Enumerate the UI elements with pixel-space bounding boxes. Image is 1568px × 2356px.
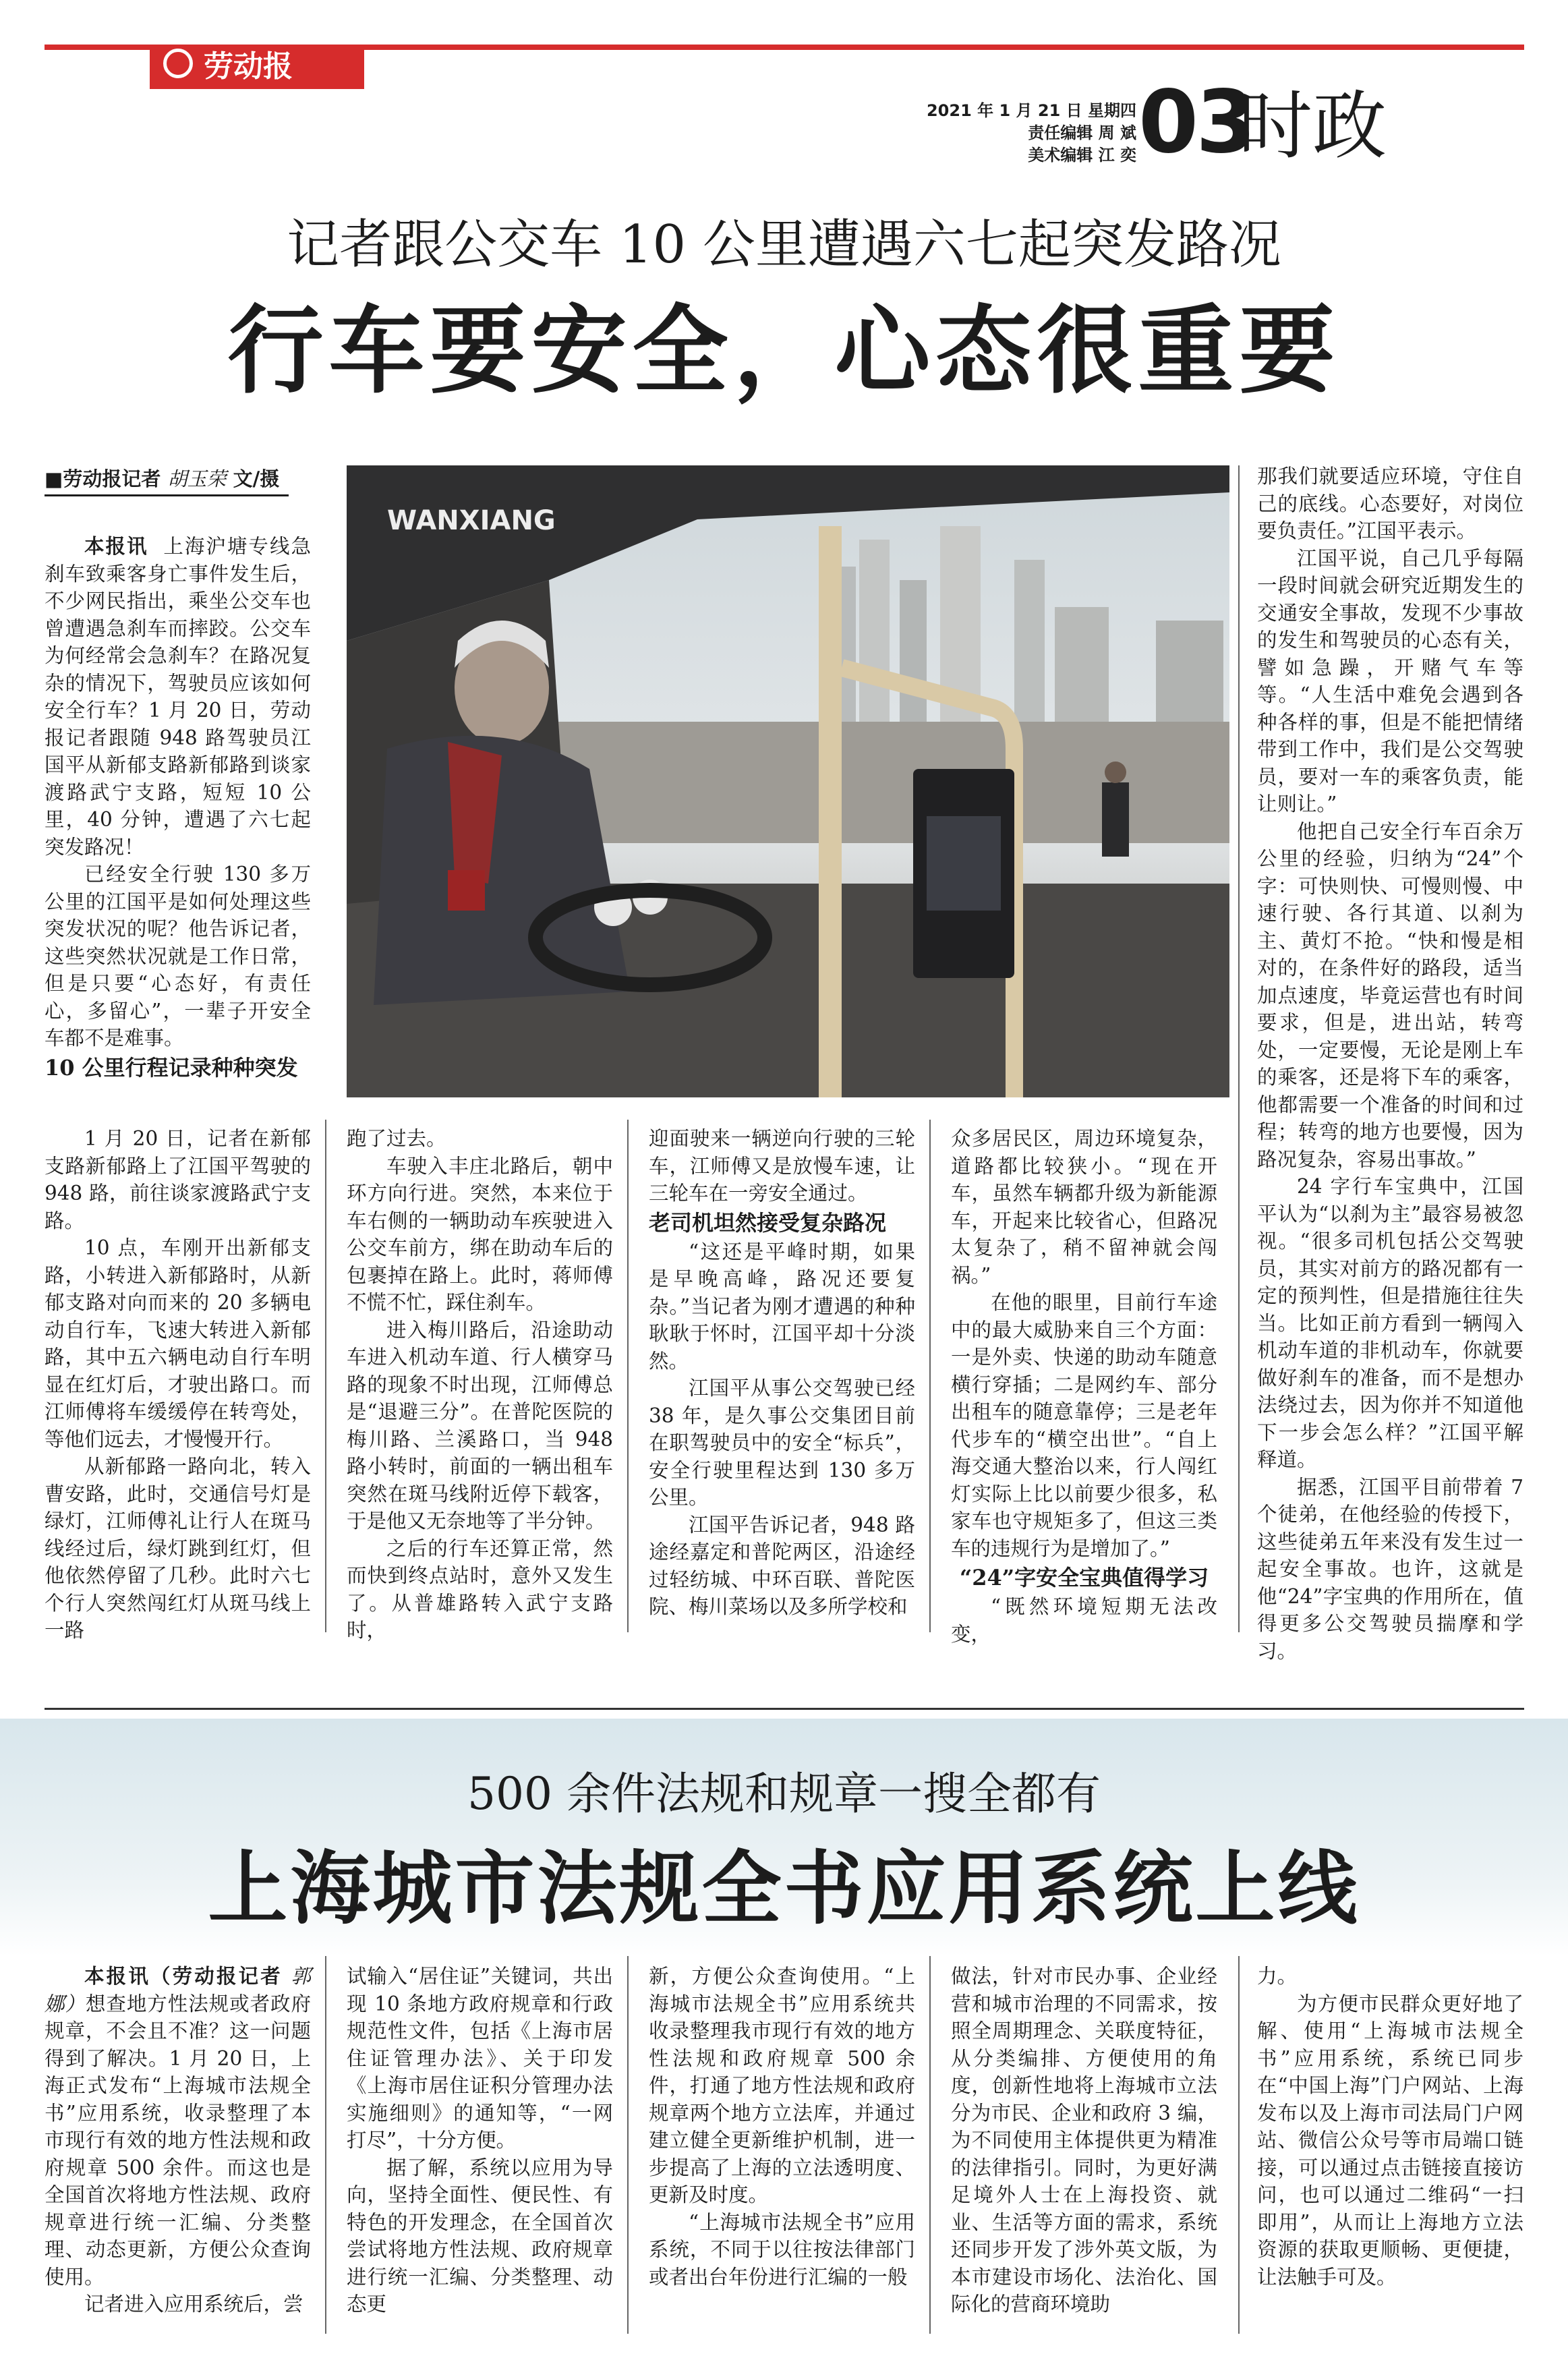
paragraph: 跑了过去。 — [347, 1127, 446, 1150]
page-number: 03 — [1138, 72, 1254, 173]
article1-column-5 — [1257, 463, 1523, 1665]
paragraph: 他把自己安全行车百余万公里的经验，归纳为“24”个字：可快则快、可慢则慢、中速行驶、各行其道、以刹为主、黄灯不抢。“快和慢是相对的，在条件好的路段，适当加点速度，毕竟运营也有时间要求，但是，进出站，转弯处，一定要慢，无论是刚上车的乘客，还是将下车的乘客，他都需要一个准备的时间和过程；转弯的地方也要慢，因为路况复杂，容易出事故。” — [1257, 820, 1523, 1171]
article2-column-4 — [951, 1963, 1217, 2318]
paragraph: 众多居民区，周边环境复杂，道路都比较狭小。“现在开车，虽然车辆都升级为新能源车，开起来比较省心，但路况太复杂了，稍不留神就会闯祸。” — [951, 1127, 1217, 1287]
article1-column-1-lower — [45, 1125, 311, 1644]
paragraph: 想查地方性法规或者政府规章，不会且不准？这一问题得到了解决。1 月 20 日，上海正式发布“上海城市法规全书”应用系统，收录整理了本市现行有效的地方性法规和政府规章 500 余件。而这也是全国首次将地方性法规、政府规章进行统一汇编、分类整理、动态更新，方便公众查询使用。 — [45, 1992, 311, 2289]
photo-illustration — [347, 465, 1229, 1097]
article2-column-5 — [1257, 1963, 1523, 2291]
column-divider — [325, 1956, 326, 2334]
column-divider — [929, 1956, 931, 2334]
paragraph: 1 月 20 日，记者在新郁支路新郁路上了江国平驾驶的 948 路，前往谈家渡路武宁支路。 — [45, 1127, 311, 1232]
paragraph: 为方便市民群众更好地了解、使用“上海城市法规全书”应用系统，系统已同步在“中国上海”门户网站、上海发布以及上海市司法局门户网站、微信公众号等市局端口链接，可以通过点击链接直接访问，也可以通过二维码“一扫即用”，从而让上海地方立法资源的获取更顺畅、更便捷，让法触手可及。 — [1257, 1992, 1523, 2289]
lead-reporter: 郭娜） — [45, 1965, 311, 2015]
article1-column-2 — [347, 1125, 613, 1644]
byline-label: ■劳动报记者 — [45, 467, 161, 490]
article2-subheadline: 500 余件法规和规章一搜全都有 — [467, 1768, 1101, 1820]
column-divider — [929, 1120, 931, 1632]
article2-lead-paragraph — [45, 1963, 311, 2291]
byline-name: 胡玉荣 — [167, 467, 227, 490]
paragraph: 江国平告诉记者，948 路途经嘉定和普陀两区，沿途经过轻纺城、中环百联、普陀医院、梅川菜场以及多所学校和 — [649, 1513, 915, 1618]
article1-column-4 — [951, 1125, 1217, 1648]
article1-column-3 — [649, 1125, 915, 1621]
article1-lead-paragraph — [45, 533, 311, 861]
paragraph: 之后的行车还算正常，然而快到终点站时，意外又发生了。从普雄路转入武宁支路时， — [347, 1536, 613, 1642]
paragraph: 24 字行车宝典中，江国平认为“以刹为主”最容易被忽视。“很多司机包括公交驾驶员，其实对前方的路况都有一定的预判性，但是措施往往失当。比如正前方看到一辆闯入机动车道的非机动车，你就要做好刹车的准备，而不是想办法绕过去，因为你并不知道他下一步会怎么样？”江国平解释道。 — [1257, 1175, 1523, 1471]
issue-date: 2021 年 1 月 21 日 星期四 — [926, 101, 1136, 120]
newspaper-logo — [150, 45, 364, 89]
column-divider — [1238, 1956, 1240, 2334]
paragraph: 已经安全行驶 130 多万公里的江国平是如何处理这些突发状况的呢？他告诉记者，这些突然状况就是工作日常，但是只要“心态好，有责任心，多留心”，一辈子开安全车都不是难事。 — [45, 863, 311, 1050]
paragraph: 做法，针对市民办事、企业经营和城市治理的不同需求，按照全周期理念、关联度特征，从分类编排、方便使用的角度，创新性地将上海城市立法分为市民、企业和政府 3 编，为不同使用主体提供更为精准的法律指引。同时，为更好满足境外人士在上海投资、就业、生活等方面的需求，系统还同步开发了涉外英文版，为本市建设市场化、法治化、国际化的营商环境助 — [951, 1965, 1217, 2316]
paragraph: 新，方便公众查询使用。“上海城市法规全书”应用系统共收录整理我市现行有效的地方性法规和政府规章 500 余件，打通了地方性法规和政府规章两个地方立法库，并通过建立健全更新维护机制，进一步提高了上海的立法透明度、更新及时度。 — [649, 1965, 915, 2206]
article1-column-1 — [45, 533, 311, 1083]
section-title: 时政 — [1238, 83, 1387, 169]
paragraph: “既然环境短期无法改变， — [951, 1595, 1217, 1646]
column-divider — [1238, 465, 1240, 1632]
article1-subhead-24-words: “24”字安全宝典值得学习 — [959, 1565, 1209, 1590]
article1-byline — [45, 464, 289, 496]
paragraph: 江国平从事公交驾驶已经 38 年，是久事公交集团目前在职驾驶员中的安全“标兵”，安全行驶里程达到 130 多万公里。 — [649, 1377, 915, 1509]
bus-brand-text: WANXIANG — [387, 505, 556, 536]
article2-column-2 — [347, 1963, 613, 2318]
paragraph: 上海沪塘专线急刹车致乘客身亡事件发生后，不少网民指出，乘坐公交车也曾遭遇急刹车而摔跤。公交车为何经常会急刹车？在路况复杂的情况下，驾驶员应该如何安全行车？1 月 20 日，劳动报记者跟随 948 路驾驶员江国平从新郁支路新郁路到谈家渡路武宁支路，短短 10 公里，40 分钟，遭遇了六七起突发路况！ — [45, 535, 311, 859]
article1-subhead-veteran-driver: 老司机坦然接受复杂路况 — [649, 1209, 887, 1236]
issue-info — [927, 100, 1136, 167]
article2-headline: 上海城市法规全书应用系统上线 — [208, 1841, 1360, 1935]
paragraph: 据了解，系统以应用为导向，坚持全面性、便民性、有特色的开发理念，在全国首次尝试将地方性法规、政府规章进行统一汇编、分类整理、动态更 — [347, 2156, 613, 2316]
paragraph: 据悉，江国平目前带着 7 个徒弟，在他经验的传授下，这些徒弟五年来没有发生过一起安全事故。也许，这就是他“24”字宝典的作用所在，值得更多公交驾驶员揣摩和学习。 — [1257, 1475, 1523, 1663]
column-divider — [627, 1956, 629, 2334]
article1-subheadline: 记者跟公交车 10 公里遭遇六七起突发路况 — [287, 214, 1281, 275]
paragraph: 迎面驶来一辆逆向行驶的三轮车，江师傅又是放慢车速，让三轮车在一旁安全通过。 — [649, 1127, 915, 1205]
lead-label: 本报讯（劳动报记者 — [84, 1964, 283, 1988]
lead-label: 本报讯 — [84, 534, 148, 558]
article-separator — [45, 1708, 1524, 1710]
logo-icon — [163, 49, 193, 78]
logo-text: 劳动报 — [204, 49, 293, 84]
paragraph: “这还是平峰时期，如果是早晚高峰，路况还要复杂。”当记者为刚才遭遇的种种耿耿于怀时，江国平却十分淡然。 — [649, 1240, 915, 1373]
article2-column-1 — [45, 1963, 311, 2318]
paragraph: 记者进入应用系统后，尝 — [84, 2293, 303, 2316]
column-divider — [627, 1120, 629, 1632]
article1-subhead-trip-record: 10 公里行程记录种种突发 — [45, 1054, 298, 1081]
column-divider — [325, 1120, 326, 1632]
paragraph: 试输入“居住证”关键词，共出现 10 条地方政府规章和行政规范性文件，包括《上海市居住证管理办法》、关于印发《上海市居住证积分管理办法实施细则》的通知等，“一网打尽”，十分方便。 — [347, 1965, 613, 2152]
paragraph: “上海城市法规全书”应用系统，不同于以往按法律部门或者出台年份进行汇编的一般 — [649, 2210, 915, 2289]
article2-column-3 — [649, 1963, 915, 2291]
paragraph: 10 点，车刚开出新郁支路，小转进入新郁路时，从新郁支路对向而来的 20 多辆电动自行车，飞速大转进入新郁路，其中五六辆电动自行车明显在红灯后，才驶出路口。而江师傅将车缓缓停在转弯处，等他们远去，才慢慢开行。 — [45, 1236, 311, 1451]
article1-headline: 行车要安全，心态很重要 — [227, 295, 1341, 407]
paragraph: 那我们就要适应环境，守住自己的底线。心态要好，对岗位要负责任。”江国平表示。 — [1257, 465, 1523, 542]
art-editor: 美术编辑 江 奕 — [1028, 146, 1136, 165]
paragraph: 进入梅川路后，沿途助动车进入机动车道、行人横穿马路的现象不时出现，江师傅总是“退避三分”。在普陀医院的梅川路、兰溪路口，当 948 路小转时，前面的一辆出租车突然在斑马线附近停下载客，于是他又无奈地等了半分钟。 — [347, 1318, 613, 1532]
byline-suffix: 文/摄 — [233, 467, 280, 490]
paragraph: 力。 — [1257, 1965, 1298, 1988]
bus-driver-photo — [347, 465, 1229, 1097]
responsible-editor: 责任编辑 周 斌 — [1028, 123, 1136, 142]
paragraph: 江国平说，自己几乎每隔一段时间就会研究近期发生的交通安全事故，发现不少事故的发生和驾驶员的心态有关，譬如急躁，开赌气车等等。“人生活中难免会遇到各种各样的事，但是不能把情绪带到工作中，我们是公交驾驶员，要对一车的乘客负责，能让则让。” — [1257, 546, 1523, 815]
paragraph: 从新郁路一路向北，转入曹安路，此时，交通信号灯是绿灯，江师傅礼让行人在斑马线经过后，绿灯跳到红灯，但他依然停留了几秒。此时六七个行人突然闯红灯从斑马线上一路 — [45, 1455, 311, 1642]
paragraph: 车驶入丰庄北路后，朝中环方向行进。突然，本来位于车右侧的一辆助动车疾驶进入公交车前方，绑在助动车后的包裹掉在路上。此时，蒋师傅不慌不忙，踩住刹车。 — [347, 1154, 613, 1314]
paragraph: 在他的眼里，目前行车途中的最大威胁来自三个方面：一是外卖、快递的助动车随意横行穿插；二是网约车、部分出租车的随意靠停；三是老年代步车的“横空出世”。“自上海交通大整治以来，行人闯红灯实际上比以前要少很多，私家车也守规矩多了，但这三类车的违规行为是增加了。” — [951, 1291, 1217, 1560]
